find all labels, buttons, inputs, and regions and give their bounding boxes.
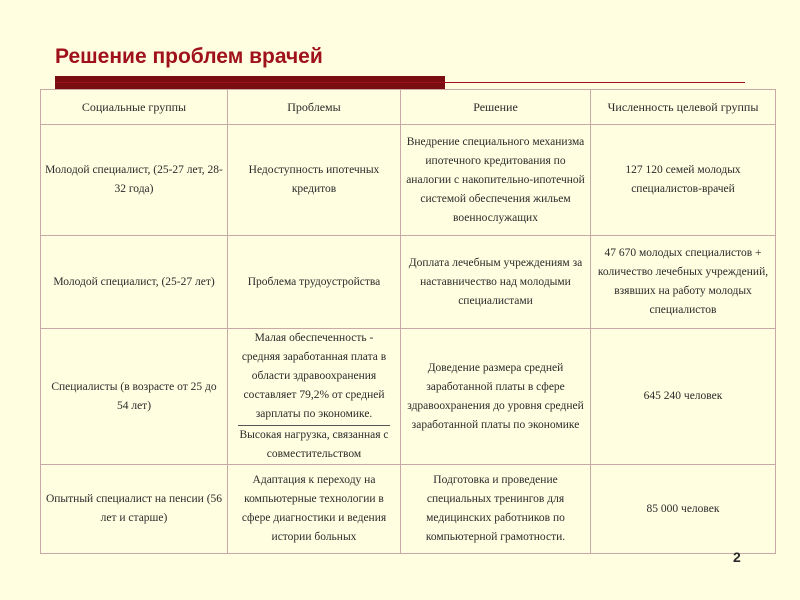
slide-title: Решение проблем врачей [55, 45, 323, 68]
cell-solution: Подготовка и проведение специальных тренингов для медицинских работников по компьютерной грамотности. [401, 465, 591, 554]
table-header-row [41, 90, 776, 125]
cell-count: 85 000 человек [591, 465, 776, 554]
page-number: 2 [733, 549, 741, 565]
cell-group: Специалисты (в возрасте от 25 до 54 лет) [41, 329, 228, 465]
table-row [41, 329, 776, 465]
problems-table [40, 89, 776, 554]
cell-solution: Внедрение специального механизма ипотечного кредитования по аналогии с накопительно-ипотечной системой обеспечения жильем военнослужащих [401, 125, 591, 236]
cell-count: 127 120 семей молодых специалистов-врачей [591, 125, 776, 236]
cell-group: Молодой специалист, (25-27 лет, 28-32 года) [41, 125, 228, 236]
problem-part-pay: Малая обеспеченность - средняя заработанная плата в области здравоохранения составляет 79,2% от средней зарплаты по экономике. [238, 329, 390, 426]
cell-problem [228, 329, 401, 465]
table-row [41, 125, 776, 236]
cell-problem: Адаптация к переходу на компьютерные технологии в сфере диагностики и ведения истории больных [228, 465, 401, 554]
cell-solution: Доплата лечебным учреждениям за наставничество над молодыми специалистами [401, 236, 591, 329]
title-underline [55, 76, 745, 89]
table-row [41, 236, 776, 329]
cell-group: Опытный специалист на пенсии (56 лет и старше) [41, 465, 228, 554]
cell-solution: Доведение размера средней заработанной платы в сфере здравоохранения до уровня средней заработанной платы по экономике [401, 329, 591, 465]
problem-split [232, 329, 396, 464]
header-target-count: Численность целевой группы [591, 90, 776, 125]
cell-count: 47 670 молодых специалистов + количество лечебных учреждений, взявших на работу молодых специалистов [591, 236, 776, 329]
table-row [41, 465, 776, 554]
header-problems: Проблемы [228, 90, 401, 125]
cell-problem: Проблема трудоустройства [228, 236, 401, 329]
cell-group: Молодой специалист, (25-27 лет) [41, 236, 228, 329]
header-social-groups: Социальные группы [41, 90, 228, 125]
header-solution: Решение [401, 90, 591, 125]
cell-count: 645 240 человек [591, 329, 776, 465]
cell-problem: Недоступность ипотечных кредитов [228, 125, 401, 236]
problem-part-workload: Высокая нагрузка, связанная с совместительством [239, 429, 389, 460]
title-underline-line [55, 82, 745, 83]
